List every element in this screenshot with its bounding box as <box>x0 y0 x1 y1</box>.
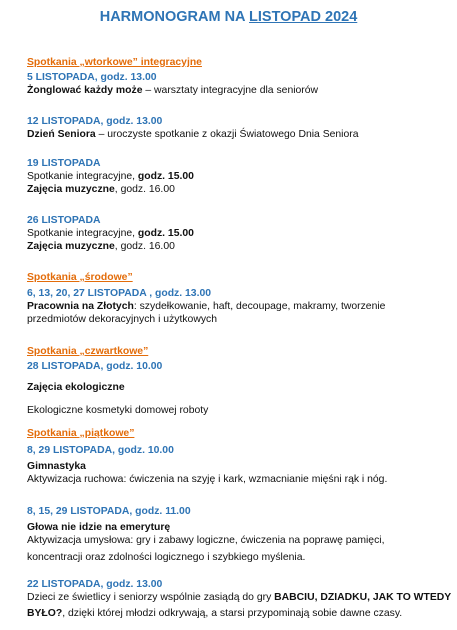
event-date: 22 LISTOPADA, godz. 13.00 <box>27 579 163 590</box>
game-title: BYŁO? <box>27 608 63 619</box>
event-desc-line <box>27 607 447 620</box>
event-date: 12 LISTOPADA, godz. 13.00 <box>27 116 163 127</box>
event-line <box>27 240 447 253</box>
event-name: Dzień Seniora <box>27 129 96 140</box>
event-time: , godz. 16.00 <box>114 184 175 195</box>
event-date: 28 LISTOPADA, godz. 10.00 <box>27 361 163 372</box>
event-desc-text: – uroczyste spotkanie z okazji Światowego Dnia Seniora <box>95 129 359 140</box>
event-date: 5 LISTOPADA, godz. 13.00 <box>27 72 157 83</box>
event-item <box>27 287 447 326</box>
event-name: Głowa nie idzie na emeryturę <box>27 522 171 533</box>
section-heading-thursday: Spotkania „czwartkowe” <box>27 346 149 357</box>
event-description <box>27 300 447 313</box>
section-heading-friday: Spotkania „piątkowe” <box>27 428 135 439</box>
event-item <box>27 115 447 141</box>
event-item <box>27 214 447 253</box>
event-description <box>27 128 447 141</box>
page-title <box>0 9 457 25</box>
event-desc-text: – warsztaty integracyjne dla seniorów <box>142 85 319 96</box>
event-date: 8, 15, 29 LISTOPADA, godz. 11.00 <box>27 506 191 517</box>
event-name: Zajęcia ekologiczne <box>27 382 125 393</box>
event-text: Dzieci ze świetlicy i seniorzy wspólnie zasiądą do gry <box>27 592 275 603</box>
event-text: Spotkanie integracyjne, <box>27 228 138 239</box>
event-time: , godz. 16.00 <box>114 241 175 252</box>
event-text: Spotkanie integracyjne, <box>27 171 138 182</box>
event-item <box>27 71 447 97</box>
event-item <box>27 444 447 486</box>
event-line <box>27 170 447 183</box>
event-line <box>27 183 447 196</box>
event-item <box>27 505 447 564</box>
game-title: BABCIU, DZIADKU, JAK TO WTEDY <box>274 592 452 603</box>
event-time: godz. 15.00 <box>137 228 194 239</box>
event-name: Gimnastyka <box>27 461 86 472</box>
event-desc-text: Ekologiczne kosmetyki domowej roboty <box>27 405 209 416</box>
event-date: 8, 29 LISTOPADA, godz. 10.00 <box>27 445 174 456</box>
event-desc-text: Aktywizacja ruchowa: ćwiczenia na szyję i kark, wzmacnianie mięśni rąk i nóg. <box>27 474 388 485</box>
event-date: 19 LISTOPADA <box>27 158 101 169</box>
event-item <box>27 578 452 620</box>
section-heading-wednesday: Spotkania „środowe” <box>27 272 133 283</box>
event-description <box>27 84 447 97</box>
event-text: , dzięki której młodzi odkrywają, a starsi przypominają sobie dawne czasy. <box>62 608 403 619</box>
title-prefix: HARMONOGRAM NA <box>99 9 250 25</box>
event-desc-line: przedmiotów dekoracyjnych i użytkowych <box>27 314 217 325</box>
event-date: 6, 13, 20, 27 LISTOPADA , godz. 13.00 <box>27 288 212 299</box>
title-month: LISTOPAD 2024 <box>249 9 358 25</box>
event-desc-line <box>27 591 452 604</box>
event-desc-line: koncentracji oraz zdolności logicznego i szybkiego myślenia. <box>27 552 306 563</box>
event-time: godz. 15.00 <box>137 171 194 182</box>
event-name: Zajęcia muzyczne <box>27 241 115 252</box>
event-desc-text: : szydełkowanie, haft, decoupage, makramy, tworzenie <box>133 301 386 312</box>
event-date: 26 LISTOPADA <box>27 215 101 226</box>
event-item <box>27 360 447 417</box>
event-item <box>27 157 447 196</box>
section-heading-tuesday: Spotkania „wtorkowe” integracyjne <box>27 57 202 68</box>
event-name: Pracownia na Złotych <box>27 301 134 312</box>
event-name: Zajęcia muzyczne <box>27 184 115 195</box>
event-line <box>27 227 447 240</box>
event-name: Żonglować każdy może <box>27 85 143 96</box>
event-desc-line: Aktywizacja umysłowa: gry i zabawy logiczne, ćwiczenia na poprawę pamięci, <box>27 535 385 546</box>
